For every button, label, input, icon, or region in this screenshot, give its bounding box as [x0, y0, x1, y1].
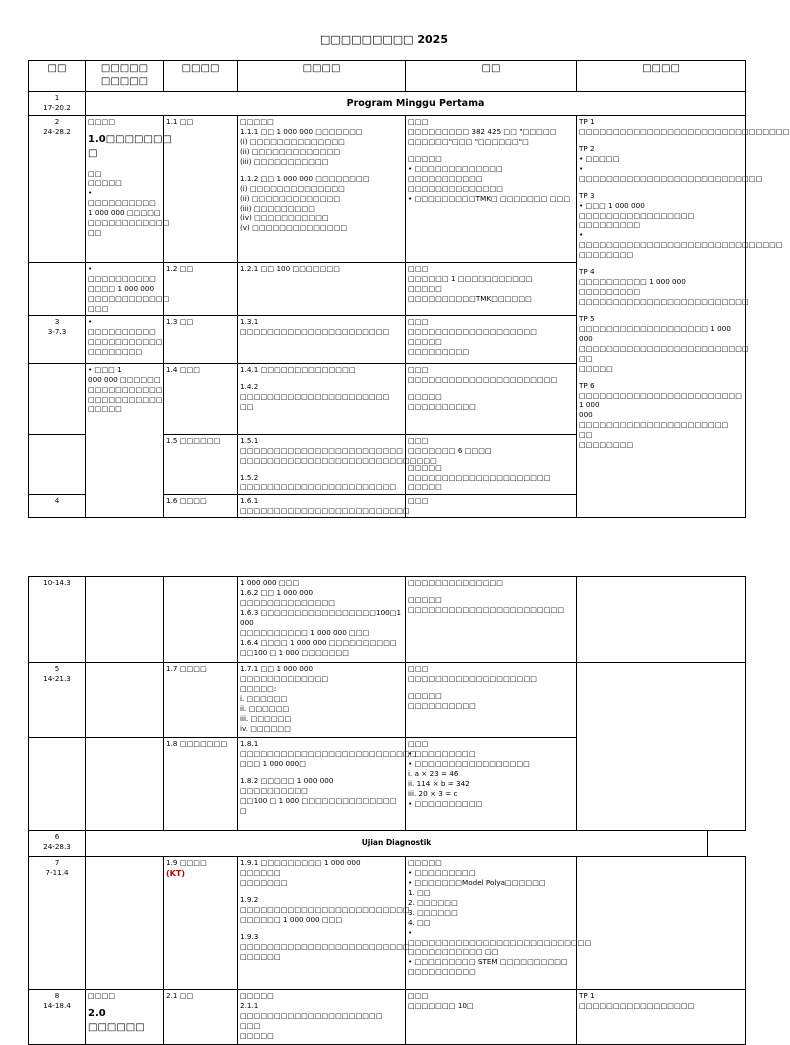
line: □□□□□□□□□□□□□□	[408, 578, 504, 587]
row-2-1	[29, 990, 746, 1045]
area-cell: • □□□□□□□□□□ □□□□□□□□□□□ □□□□□□□□	[86, 315, 164, 363]
line: TP 1	[579, 117, 595, 126]
line	[240, 769, 403, 776]
tp-cell	[577, 857, 746, 990]
line: (v) □□□□□□□□□□□□□□	[240, 223, 348, 233]
line: TP 5	[579, 313, 595, 323]
header-tp: □□□□	[577, 61, 746, 92]
line: □□□	[408, 264, 429, 273]
area-cell	[86, 577, 164, 663]
line: 1. □□	[408, 887, 431, 897]
line	[579, 307, 743, 314]
standard-cell: 1.7 □□□□	[164, 663, 238, 738]
week-cell: 6 24-28.3	[29, 831, 86, 857]
line: □□□□□□□□□□ 1 000 000 □□□□□□□□□	[579, 277, 686, 297]
line: iii. 20 × 3 = c	[408, 788, 458, 798]
notes-cell: □□□	[406, 494, 577, 517]
learning-cell	[238, 857, 410, 990]
learning-cell	[238, 990, 406, 1045]
line: □□□□□	[579, 363, 613, 373]
notes-cell	[406, 577, 577, 663]
line: 1.9.3 □□□□□□□□□□□□□□□□□□□□□□□□□	[240, 931, 410, 951]
standard-cell: 2.1 □□	[164, 990, 238, 1045]
area-cell	[86, 663, 164, 738]
line: □□□	[408, 364, 429, 374]
kt-label: (KT)	[166, 868, 185, 878]
line: □□□□□□□□□□□□□□	[408, 183, 504, 193]
line: • □□□ 1 000 000 □□□□□□□□□□□□□□□□□	[579, 200, 695, 220]
line: □□□□□□□	[240, 877, 288, 887]
line: □□□	[408, 739, 429, 748]
line: 1.6.2 □□ 1 000 000 □□□□□□□□□□□□□□	[240, 587, 336, 607]
line: • □□□□□□□□□□□□□□□□□□□□□□□□□□□□□□	[579, 230, 783, 250]
line: TP 1	[579, 991, 595, 1000]
line: 1 000 000 □□□	[240, 578, 300, 587]
line: (ii) □□□□□□□□□□□□□	[240, 193, 341, 203]
scheme-table-page1	[28, 60, 790, 518]
line: ii. □□□□□□	[240, 703, 290, 713]
learning-cell	[238, 315, 406, 363]
line: □□□□□□□□□□□□□□□□□□□ 1 000 000	[579, 323, 731, 343]
week-cell: 4	[29, 494, 86, 517]
standard-cell: 1.1 □□	[164, 116, 238, 263]
header-row	[29, 61, 746, 92]
line: 1.9.2 □□□□□□□□□□□□□□□□□□□□□□□□□	[240, 894, 410, 914]
line: i. □□□□□□	[240, 693, 288, 703]
line: i. a × 23 = 46	[408, 768, 459, 778]
header-week: □□	[29, 61, 86, 92]
line: (iii) □□□□□□□□□□□	[240, 156, 329, 166]
line: □□□□□	[408, 858, 442, 867]
line: • □□□□□□□□□ STEM □□□□□□□□□□	[408, 957, 568, 967]
learning-cell: 1.6.1 □□□□□□□□□□□□□□□□□□□□□□□□□	[238, 494, 406, 517]
line: □	[240, 805, 247, 815]
line: (ii) □□□□□□□□□□□□□	[240, 146, 341, 156]
line: □□□□□□□□□□	[408, 700, 476, 710]
line: □□□□□	[408, 336, 442, 346]
line: □□□□□□□□	[579, 440, 634, 450]
area-cell	[86, 738, 164, 831]
line: □□□□□□□□□	[579, 220, 641, 230]
line: □□□□□	[408, 594, 442, 604]
scheme-table-page2	[28, 576, 746, 1045]
notes-cell	[406, 315, 577, 363]
line: □□□□□□□□□□ 1 000 000 □□□	[240, 627, 370, 637]
standard-cell: 1.5 □□□□□□	[164, 434, 238, 494]
line: □□□□□□□□□□	[408, 401, 476, 411]
line: 1.9.1 □□□□□□□□□ 1 000 000 □□□□□□	[240, 858, 361, 877]
line: 1.4.2 □□□□□□□□□□□□□□□□□□□□□□	[240, 381, 390, 401]
header-standard: □□□□	[164, 61, 238, 92]
line: □□□□□□□□□□□□□□□□□□□□□ □□□□□	[408, 472, 551, 492]
line: □□□□□□□□	[579, 250, 634, 260]
week-cell	[29, 738, 86, 831]
standard-cell: 1.9 □□□□ (KT)	[164, 857, 238, 990]
line: □□100 □ 1 000 □□□□□□□	[240, 647, 350, 657]
area-cell: □□□□ 2.0 □□□□□□	[86, 990, 164, 1045]
line: □□□□□□□ 6 □□□□	[408, 445, 492, 455]
line: □□□□□□□□□□TMK□□□□□□	[408, 293, 532, 303]
line: 2.1.1 □□□□□□□□□□□□□□□□□□□□□ □□□	[240, 1000, 383, 1030]
line: • □□□□□□□□□□□□□□□□□□□□□□□□□□□	[579, 163, 763, 183]
line: □□□	[408, 316, 429, 326]
notes-cell	[406, 738, 577, 831]
line: □□□□□□□□□□□□□□□□□□□	[408, 326, 538, 336]
line: • □□□□□□□Model Polya□□□□□□	[408, 877, 546, 887]
area-cell: • □□□ 1 000 000 □□□□□□ □□□□□□□□□□□ □□□□□□□□□□□ □□□□□	[86, 363, 164, 517]
line: □□□□□□□□□	[408, 346, 470, 356]
line: □□□□□□□□□□□□□□□□□□□□□□□□ 1 000	[579, 390, 742, 410]
line: TP 6	[579, 380, 595, 390]
line: • □□□□□□□□□□□□□ □□□□□□□□□□□	[408, 163, 503, 183]
line: 3. □□□□□□	[408, 907, 458, 917]
week-cell: 5 14-21.3	[29, 663, 86, 738]
area-cell	[86, 857, 164, 990]
line: □□□	[408, 435, 429, 445]
standard-cell: 1.8 □□□□□□□	[164, 738, 238, 831]
line	[579, 137, 743, 144]
line: • □□□□□□□□□	[408, 748, 476, 758]
line: □□□□□□□□□□□□□□□□□□□□□□	[408, 374, 558, 384]
line: 1.4.1 □□□□□□□□□□□□□□	[240, 364, 356, 374]
learning-cell	[238, 363, 406, 434]
line: □□□□□□□□□ 382 425 □□ "□□□□□	[408, 126, 557, 136]
line: • □□□□□□□□□□□□□□□□□	[408, 758, 530, 768]
line: (i) □□□□□□□□□□□□□□	[240, 136, 345, 146]
line	[408, 385, 574, 392]
line: 1.8.1 □□□□□□□□□□□□□□□□□□□□□□□□□□	[240, 739, 417, 758]
standard-cell: 1.2 □□	[164, 263, 238, 316]
line	[240, 925, 403, 932]
ujian-banner: Ujian Diagnostik	[86, 831, 708, 857]
learning-cell	[238, 738, 417, 831]
notes-cell	[406, 990, 577, 1045]
line: □□□□□□□□□□□□□□□□□□□□□□□□□□□□□	[240, 455, 437, 465]
tp-cell	[577, 116, 790, 518]
notes-cell	[406, 116, 577, 263]
week-cell: 10-14.3	[29, 577, 86, 663]
line: □□□□□□ 1 □□□□□□□□□□□	[408, 273, 533, 283]
line: 1.1.1 □□ 1 000 000 □□□□□□□	[240, 126, 363, 136]
header-notes: □□	[406, 61, 577, 92]
learning-cell	[238, 577, 406, 663]
learning-cell	[238, 263, 406, 316]
line: □□□□□□□□□□□□□□□□□□□□□□□□□ □□	[579, 343, 749, 363]
notes-cell	[406, 663, 577, 738]
week-cell: 7 7-11.4	[29, 857, 86, 990]
line: 4. □□	[408, 917, 431, 927]
line: □□□□□□□□□□□□□□□□□□□	[408, 673, 538, 683]
line: □□□	[408, 991, 429, 1000]
row-week6	[29, 831, 746, 857]
line: • □□□□□	[579, 153, 620, 163]
learning-cell	[238, 434, 437, 494]
tp-cell	[577, 990, 746, 1045]
line: 2. □□□□□□	[408, 897, 458, 907]
standard-cell	[164, 577, 238, 663]
line: 1.1.2 □□ 1 000 000 □□□□□□□□	[240, 173, 370, 183]
row-1-6-cont	[29, 577, 746, 663]
line: □□□□□	[408, 153, 442, 163]
line: □□□□□	[408, 462, 442, 472]
notes-cell	[406, 434, 577, 494]
line	[408, 684, 574, 691]
program-banner: Program Minggu Pertama	[86, 92, 746, 116]
week-cell: 1 17-20.2	[29, 92, 86, 116]
notes-cell	[406, 363, 577, 434]
line: □□□	[408, 664, 429, 673]
line: • □□□□□□□□□	[408, 867, 476, 877]
empty-cell	[708, 831, 746, 857]
unit-title: 2.0 □□□□□□	[88, 1007, 145, 1033]
line	[579, 260, 743, 267]
header-area: □□□□□ □□□□□	[86, 61, 164, 92]
learning-cell	[238, 663, 406, 738]
line: 1.3.1 □□□□□□□□□□□□□□□□□□□□□□	[240, 316, 390, 336]
line: 1.6.4 □□□□ 1 000 000 □□□□□□□□□□	[240, 637, 397, 647]
row-1-9	[29, 857, 746, 990]
week-cell: 8 14-18.4	[29, 990, 86, 1045]
line: □□□□□□□□□□□□□□□□□□□□□□□	[408, 604, 565, 614]
week-cell: 3 3-7.3	[29, 315, 86, 363]
line: □□□□□□□□□□□□□□□□□□□□□□□□□□□□□□□	[579, 126, 790, 136]
line: 1.5.1 □□□□□□□□□□□□□□□□□□□□□□□□	[240, 435, 403, 455]
line: 000 □□□□□□□□□□□□□□□□□□□□□□ □□	[579, 410, 729, 440]
line: • □□□□□□□□□□□□□□□□□□□□□□□□□□□	[408, 927, 592, 947]
row-1-1	[29, 116, 746, 263]
line: iv. □□□□□□	[240, 723, 292, 733]
line: • □□□□□□□□□TMK□ □□□□□□□ □□□	[408, 193, 571, 203]
line: □□□□□	[408, 690, 442, 700]
line: • □□□□□□□□□□	[408, 798, 483, 808]
line: □□□□□□	[240, 951, 281, 961]
standard-cell: 1.3 □□	[164, 315, 238, 363]
week-cell	[29, 363, 86, 434]
row-week1	[29, 92, 746, 116]
line: ii. 114 × b = 342	[408, 778, 470, 788]
line	[240, 466, 403, 473]
line: □□□□□□□□□□	[408, 967, 476, 977]
line: (i) □□□□□□□□□□□□□□	[240, 183, 345, 193]
line: (iii) □□□□□□□□□	[240, 203, 316, 213]
line: □□□□□	[408, 391, 442, 401]
line: □□□□□□"□□□ "□□□□□□"□	[408, 136, 529, 146]
area-cell: • □□□□□□□□□□ □□□□ 1 000 000 □□□□□□□□□□□□ □□□	[86, 263, 164, 316]
line	[579, 374, 743, 381]
line: □□□□□□□□□□□□□□□□□	[579, 1000, 695, 1010]
line: □□□□□□ 1 000 000 □□□	[240, 914, 343, 924]
line: (iv) □□□□□□□□□□□	[240, 213, 329, 223]
line: □□□□□□□□□□□□□□□□□□□□□□□□□	[579, 297, 749, 306]
line: □□□□□:	[240, 683, 277, 693]
week-cell: 2 24-28.2	[29, 116, 86, 263]
line: 1.7.1 □□ 1 000 000 □□□□□□□□□□□□□	[240, 664, 329, 683]
learning-cell	[238, 116, 406, 263]
notes-cell	[406, 857, 592, 990]
tp-cell	[577, 663, 746, 831]
area-cell: □□□□ 1.0□□□□□□□ □ □□ □□□□□ • □□□□□□□□□□ 1 000 000 □□□□□ □□□□□□□□□□□□ □□	[86, 116, 164, 263]
row-1-7	[29, 663, 746, 738]
header-learning: □□□□	[238, 61, 406, 92]
line: 1.8.2 □□□□□ 1 000 000 □□□□□□□□□□	[240, 775, 334, 795]
document-title: □□□□□□□□□ 2025	[320, 33, 448, 46]
week-cell	[29, 434, 86, 494]
notes-cell	[406, 263, 577, 316]
line: □□□□□□□ 10□	[408, 1000, 474, 1010]
line	[579, 184, 743, 191]
standard-cell: 1.6 □□□□	[164, 494, 238, 517]
line: 1.6.3 □□□□□□□□□□□□□□□□□100□1 000	[240, 607, 402, 627]
line: □□100 □ 1 000 □□□□□□□□□□□□□□	[240, 795, 397, 805]
line	[240, 167, 403, 174]
line: □□□	[408, 117, 429, 126]
line	[240, 888, 403, 895]
line	[408, 147, 574, 154]
line: 1.5.2 □□□□□□□□□□□□□□□□□□□□□□□	[240, 472, 397, 492]
line	[408, 588, 574, 595]
line: □□	[240, 401, 254, 411]
line: □□□ 1 000 000□	[240, 758, 307, 768]
line: □□□□□	[408, 283, 442, 293]
line: □□□□□□□□□□□ □□	[408, 947, 499, 957]
unit-title: 1.0□□□□□□□ □	[88, 133, 172, 159]
line: □□□□□	[240, 1030, 274, 1040]
line: TP 4	[579, 267, 595, 277]
line: □□□□□	[240, 117, 274, 126]
line: 1.2.1 □□ 100 □□□□□□□	[240, 264, 340, 273]
week-cell	[29, 263, 86, 316]
line: TP 3	[579, 190, 595, 200]
tp-cell	[577, 577, 746, 663]
standard-cell: 1.4 □□□	[164, 363, 238, 434]
line: TP 2	[579, 143, 595, 153]
line: iii. □□□□□□	[240, 713, 292, 723]
line	[240, 375, 403, 382]
line: □□□□□	[240, 991, 274, 1000]
